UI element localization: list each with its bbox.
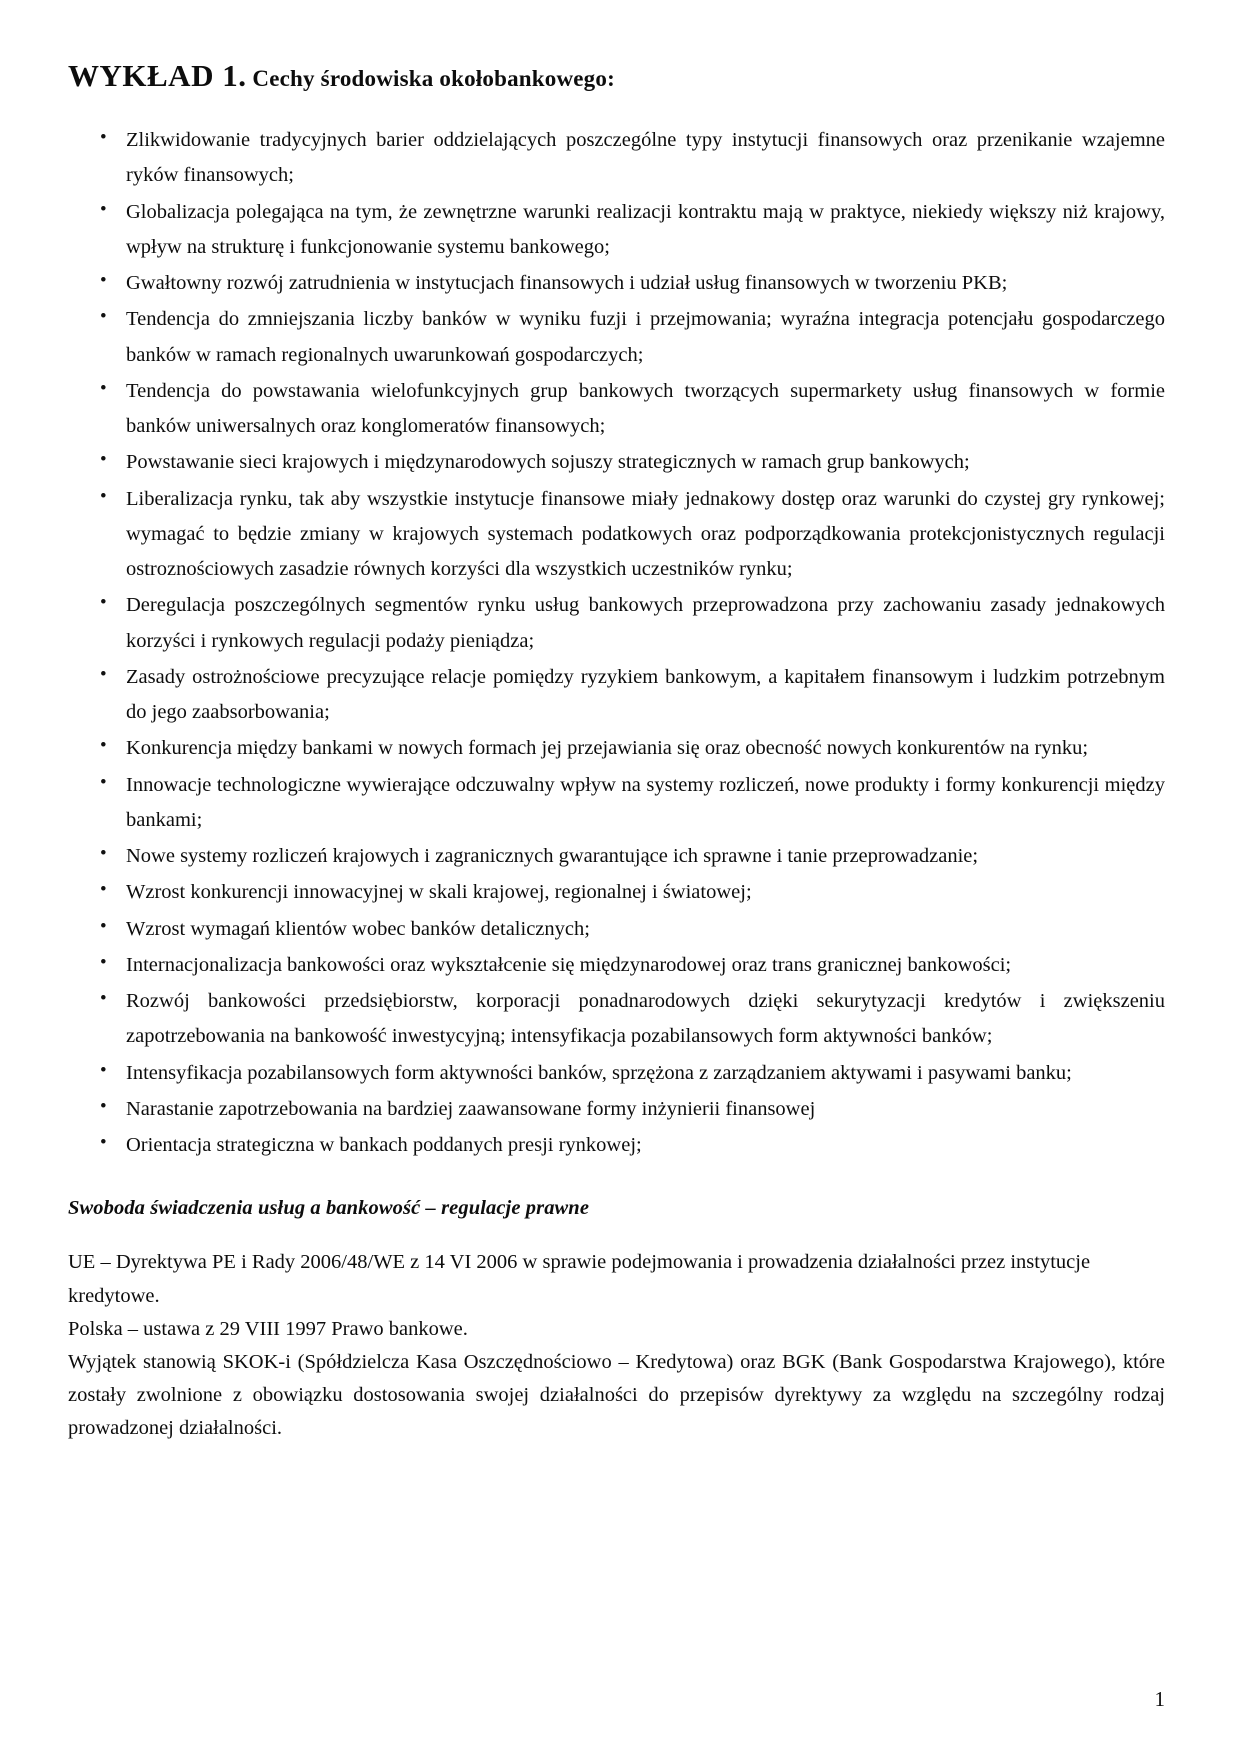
list-item-text: • Liberalizacja rynku, tak aby wszystkie instytucje finansowe miały jednakowy dostęp oraz warunki do czystej gry rynkowej; wymagać to będzie zmiany w krajowych systemach podatkowych oraz podporządkowania protekcjonistycznych regulacji ostroznościowych zasadzie równych korzyści dla wszystkich uczestników rynku; <box>126 487 1165 581</box>
list-item <box>68 984 1165 1055</box>
list-item <box>68 123 1165 194</box>
list-item <box>68 482 1165 588</box>
list-item-text: • Internacjonalizacja bankowości oraz wykształcenie się międzynarodowej oraz trans granicznej bankowości; <box>126 953 1012 976</box>
list-item-text: • Wzrost konkurencji innowacyjnej w skali krajowej, regionalnej i światowej; <box>126 881 752 904</box>
list-item-text: • Deregulacja poszczególnych segmentów rynku usług bankowych przeprowadzona przy zachowaniu zasady jednakowych korzyści i rynkowych regulacji podaży pieniądza; <box>126 594 1165 652</box>
page-number: 1 <box>1154 1687 1165 1711</box>
list-item-text: • Gwałtowny rozwój zatrudnienia w instytucjach finansowych i udział usług finansowych w tworzeniu PKB; <box>126 272 1008 295</box>
list-item-text: • Orientacja strategiczna w bankach poddanych presji rynkowej; <box>126 1134 642 1157</box>
list-item-text: • Powstawanie sieci krajowych i międzynarodowych sojuszy strategicznych w ramach grup bankowych; <box>126 451 970 474</box>
list-item <box>68 948 1165 983</box>
list-item <box>68 1056 1165 1091</box>
page-title-lead: WYKŁAD 1. <box>68 58 247 93</box>
list-item <box>68 1128 1165 1163</box>
list-item <box>68 445 1165 480</box>
list-item <box>68 1092 1165 1127</box>
page-title-rest: Cechy środowiska okołobankowego: <box>246 66 615 91</box>
list-item-text: • Rozwój bankowości przedsiębiorstw, korporacji ponadnarodowych dzięki sekurytyzacji kredytów i zwiększeniu zapotrzebowania na bankowość inwestycyjną; intensyfikacja pozabilansowych form aktywności banków; <box>126 990 1165 1048</box>
list-item <box>68 302 1165 373</box>
list-item-text: • Zlikwidowanie tradycyjnych barier oddzielających poszczególne typy instytucji finansowych oraz przenikanie wzajemne ryków finansowych; <box>126 129 1165 187</box>
list-item <box>68 266 1165 301</box>
list-item-text: • Narastanie zapotrzebowania na bardziej zaawansowane formy inżynierii finansowej <box>126 1097 816 1120</box>
list-item <box>68 768 1165 839</box>
list-item <box>68 588 1165 659</box>
list-item-text: • Nowe systemy rozliczeń krajowych i zagranicznych gwarantujące ich sprawne i tanie przeprowadzanie; <box>126 845 979 868</box>
list-item-text: • Intensyfikacja pozabilansowych form aktywności banków, sprzężona z zarządzaniem aktywami i pasywami banku; <box>126 1061 1072 1084</box>
paragraph-polish-law: Polska – ustawa z 29 VIII 1997 Prawo bankowe. <box>68 1317 468 1340</box>
list-item <box>68 195 1165 266</box>
section-heading-legal-regulations: Swoboda świadczenia usług a bankowość – regulacje prawne <box>68 1197 590 1220</box>
list-item-text: • Globalizacja polegająca na tym, że zewnętrzne warunki realizacji kontraktu mają w praktyce, niekiedy większy niż krajowy, wpływ na strukturę i funkcjonowanie systemu bankowego; <box>126 200 1165 258</box>
list-item-text: • Tendencja do powstawania wielofunkcyjnych grup bankowych tworzących supermarkety usług finansowych w formie banków uniwersalnych oraz konglomeratów finansowych; <box>126 379 1165 438</box>
list-item <box>68 912 1165 947</box>
list-item-text: • Tendencja do zmniejszania liczby banków w wyniku fuzji i przejmowania; wyraźna integracja potencjału gospodarczego banków w ramach regionalnych uwarunkowań gospodarczych; <box>126 308 1165 366</box>
features-bullet-list <box>68 123 1165 1163</box>
list-item <box>68 660 1165 731</box>
page-title <box>68 58 1165 93</box>
list-item <box>68 731 1165 766</box>
list-item-text: • Wzrost wymagań klientów wobec banków detalicznych; <box>126 917 590 940</box>
paragraph-exceptions: Wyjątek stanowią SKOK-i (Spółdzielcza Kasa Oszczędnościowo – Kredytowa) oraz BGK (Bank Gospodarstwa Krajowego), które zostały zwolnione z obowiązku dostosowania swojej działalności do przepisów dyrektywy za względu na szczególny rodzaj prowadzonej działalności. <box>68 1351 1165 1440</box>
list-item <box>68 374 1165 445</box>
list-item-text: • Innowacje technologiczne wywierające odczuwalny wpływ na systemy rozliczeń, nowe produkty i formy konkurencji między bankami; <box>126 773 1165 831</box>
list-item-text: • Zasady ostrożnościowe precyzujące relacje pomiędzy ryzykiem bankowym, a kapitałem finansowym i ludzkim potrzebnym do jego zaabsorbowania; <box>126 665 1165 724</box>
list-item-text: • Konkurencja między bankami w nowych formach jej przejawiania się oraz obecność nowych konkurentów na rynku; <box>126 737 1089 760</box>
paragraph-eu-directive: UE – Dyrektywa PE i Rady 2006/48/WE z 14 VI 2006 w sprawie podejmowania i prowadzenia działalności przez instytucje kredytowe. <box>68 1251 1091 1307</box>
list-item <box>68 839 1165 874</box>
list-item <box>68 875 1165 910</box>
